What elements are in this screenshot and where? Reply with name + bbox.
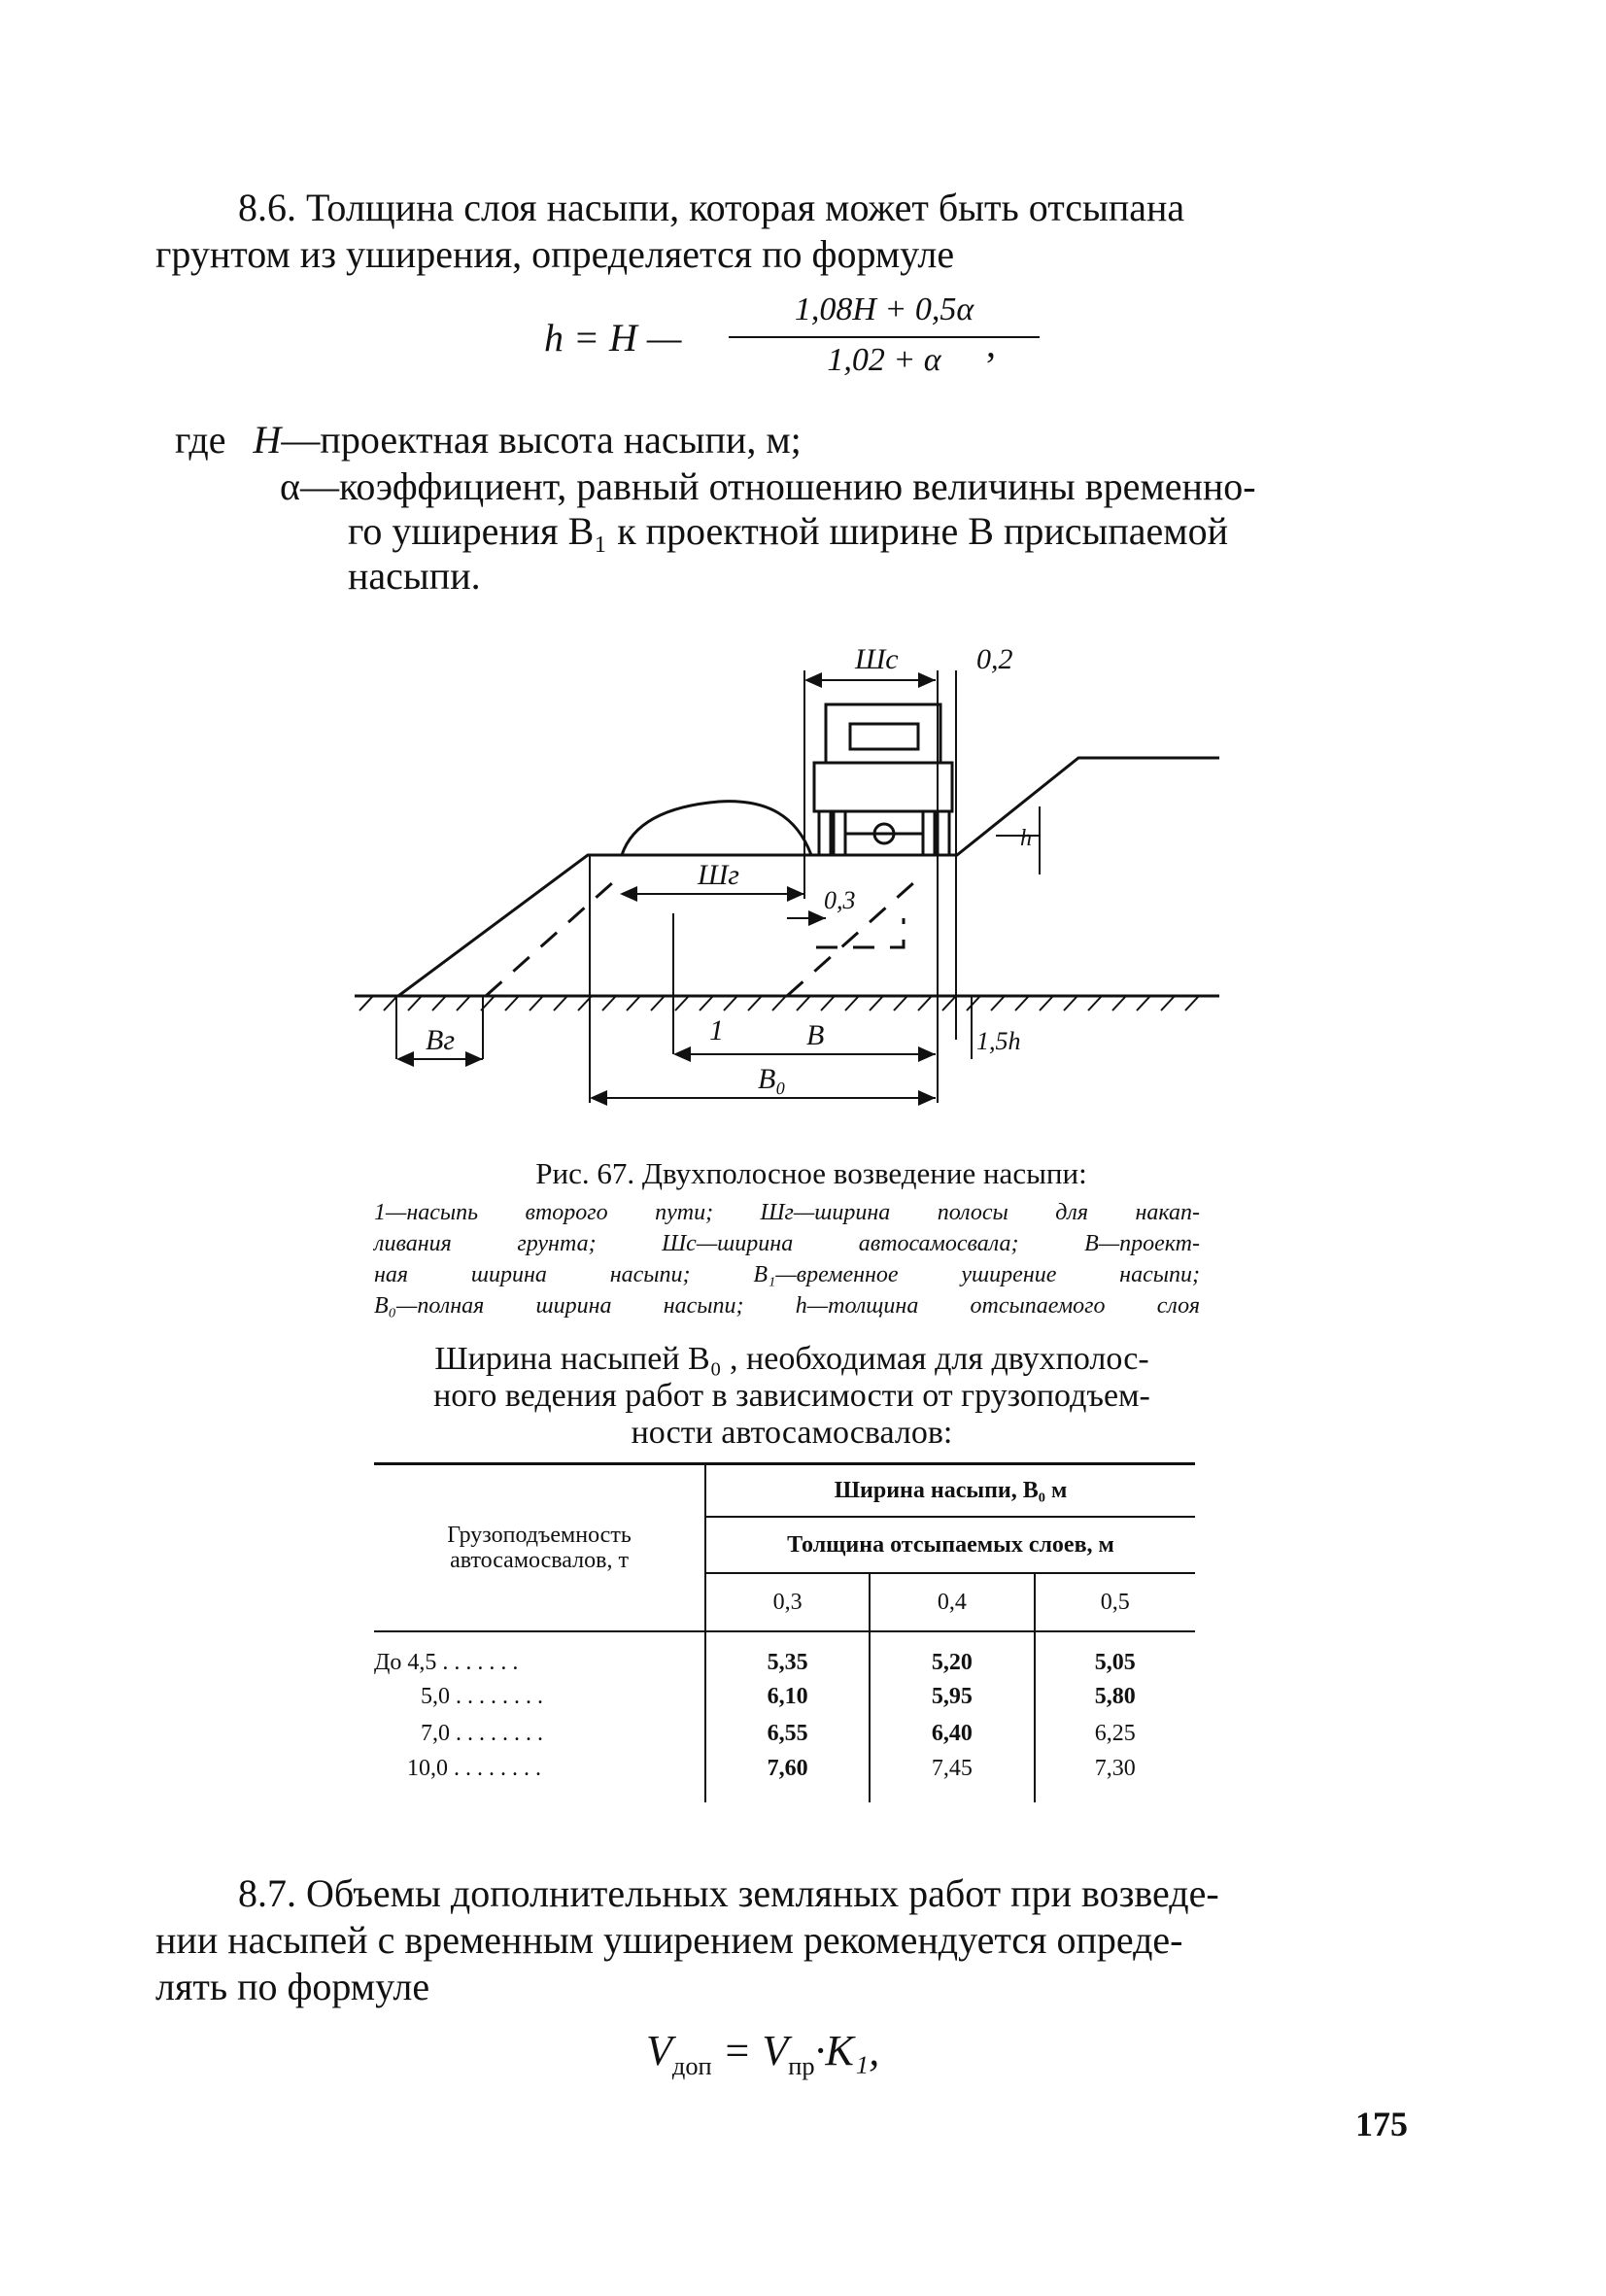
formula-h-comma: , — [986, 322, 996, 365]
sub-header: Толщина отсыпаемых слоев, м — [705, 1517, 1195, 1573]
cell: 7,60 — [705, 1752, 870, 1802]
row-label: 7,0 . . . . . . . . — [374, 1715, 705, 1752]
table-row — [374, 1678, 1195, 1715]
cell: 5,95 — [870, 1678, 1034, 1715]
definition-alpha-line1: —коэффициент, равный отношению величины временно- — [299, 464, 1256, 508]
formula-h-numerator: 1,08H + 0,5α — [729, 291, 1040, 338]
row-header: Грузоподъемность автосамосвалов, т — [374, 1464, 705, 1632]
row-label: До 4,5 . . . . . . . — [374, 1631, 705, 1678]
formula-v-tail: ·K₁, — [814, 2027, 880, 2074]
ground-hatching — [359, 996, 1199, 1011]
label-shg: Шг — [698, 859, 739, 891]
section-8-6-line1: 8.6. Толщина слоя насыпи, которая может быть отсыпана — [238, 186, 1185, 229]
section-8-6-line2: грунтом из уширения, определяется по формуле — [155, 232, 955, 276]
cell: 6,25 — [1094, 1720, 1136, 1746]
cell: 5,20 — [870, 1631, 1034, 1678]
dump-truck — [814, 704, 952, 855]
cell: 5,80 — [1094, 1683, 1136, 1709]
section-8-7 — [155, 1870, 1409, 2010]
formula-v-sub2: пр — [788, 2050, 815, 2080]
cell: 7,30 — [1094, 1756, 1136, 1781]
cell: 6,55 — [705, 1715, 870, 1752]
definition-alpha-term: α — [280, 464, 300, 508]
legend-line1: 1—насыпь второго пути; Шг—ширина полосы для накап- — [374, 1200, 1200, 1225]
legend-line2: ливания грунта; Шс—ширина автосамосвала; B—проект- — [374, 1231, 1200, 1256]
figure-legend — [374, 1197, 1200, 1321]
cell: 7,45 — [870, 1752, 1034, 1802]
embankment-outline — [398, 758, 1219, 996]
figure-caption: Рис. 67. Двухполосное возведение насыпи: — [535, 1156, 1087, 1190]
table-row — [374, 1715, 1195, 1752]
label-b0: B₀ — [758, 1063, 786, 1095]
definition-H-text: —проектная высота насыпи, м; — [281, 418, 802, 462]
definition-alpha-line3: насыпи. — [348, 554, 481, 598]
formula-v — [646, 2026, 879, 2081]
cell: 5,35 — [705, 1631, 870, 1678]
legend-line3: ная ширина насыпи; B₁—временное уширение насыпи; — [374, 1262, 1200, 1287]
table-row — [374, 1752, 1195, 1802]
formula-h-denominator: 1,02 + α — [827, 342, 941, 378]
formula-v-v1: V — [646, 2027, 672, 2074]
group-header: Ширина насыпи, B₀ м — [705, 1464, 1195, 1518]
label-b: B — [806, 1019, 825, 1051]
table-row — [374, 1631, 1195, 1678]
label-1: 1 — [709, 1014, 724, 1046]
legend-line4: B₀—полная ширина насыпи; h—толщина отсыпаемого слоя — [374, 1293, 1200, 1319]
col-header-04: 0,4 — [870, 1573, 1034, 1631]
section-8-7-line1: 8.7. Объемы дополнительных земляных работ при возведе- — [238, 1871, 1219, 1915]
page-number: 175 — [1355, 2105, 1408, 2143]
col-header-05: 0,5 — [1035, 1573, 1196, 1631]
soil-pile — [622, 802, 811, 855]
formula-h-lhs: h = H — — [544, 316, 682, 360]
dashed-slope-left — [486, 874, 622, 996]
where-word: где — [175, 418, 226, 462]
cell: 6,10 — [705, 1678, 870, 1715]
table-caption-line2: ного ведения работ в зависимости от грузоподъем- — [433, 1378, 1150, 1414]
width-table — [374, 1462, 1195, 1802]
formula-v-sub1: доп — [671, 2050, 712, 2080]
label-15h: 1,5h — [976, 1027, 1021, 1055]
dashed-step — [816, 918, 904, 947]
label-02: 0,2 — [976, 643, 1013, 675]
definition-alpha-line2: го уширения B₁ к проектной ширине B присыпаемой — [348, 509, 1229, 553]
col-header-03: 0,3 — [705, 1573, 870, 1631]
label-h: h — [1020, 826, 1032, 851]
cell: 6,40 — [870, 1715, 1034, 1752]
formula-v-eq: = V — [711, 2027, 789, 2074]
section-8-7-line2: нии насыпей с временным уширением рекомендуется опреде- — [155, 1918, 1183, 1962]
table-caption-line1: Ширина насыпей B₀ , необходимая для двухполос- — [434, 1341, 1149, 1377]
section-8-7-line3: лять по формуле — [155, 1965, 430, 2008]
row-label: 10,0 . . . . . . . . — [374, 1752, 705, 1802]
definition-H-term: H — [253, 418, 282, 462]
cell: 5,05 — [1094, 1650, 1136, 1675]
label-03: 0,3 — [824, 886, 856, 914]
table-caption — [374, 1341, 1210, 1452]
label-shc: Шс — [855, 643, 899, 675]
label-bg: Bг — [426, 1024, 456, 1056]
row-label: 5,0 . . . . . . . . — [374, 1678, 705, 1715]
table-caption-line3: ности автосамосвалов: — [631, 1415, 953, 1451]
